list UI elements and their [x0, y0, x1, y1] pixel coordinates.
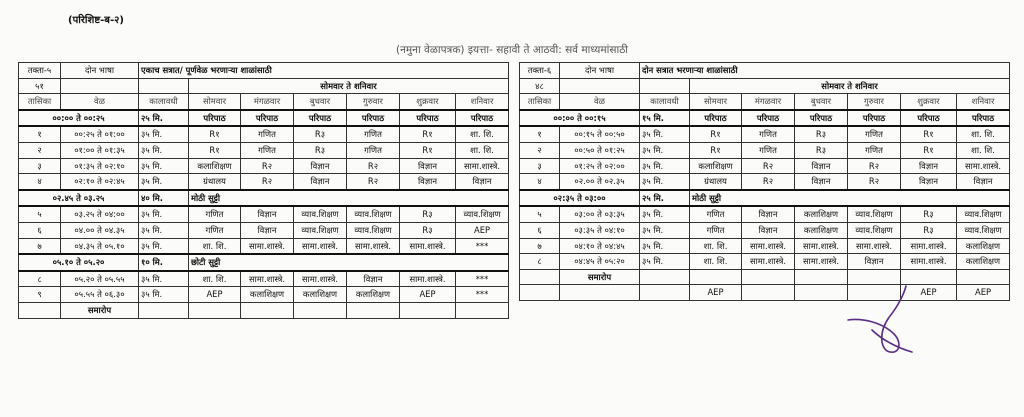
subject-cell: परिपाठ: [848, 110, 901, 127]
subject-cell: कलाशिक्षण: [347, 287, 400, 303]
subject-cell: सामा.शास्त्रे.: [901, 254, 957, 270]
recess-label: मोठी सुट्टी: [690, 190, 1010, 207]
subject-cell: विज्ञान: [241, 222, 294, 238]
time-slot: ००:१५ ते ००:५०: [560, 126, 640, 142]
subject-cell: गणित: [742, 126, 795, 142]
column-header: शनिवार: [957, 94, 1010, 110]
subject-cell: विज्ञान: [901, 174, 957, 190]
blank-cell: [795, 269, 848, 285]
period-row: [19, 142, 509, 158]
subject-cell: AEP: [901, 285, 957, 301]
time-slot: ०४.३५ ते ०५.१०: [61, 238, 139, 254]
subject-cell: गणित: [848, 126, 901, 142]
duration-cell: १५ मि.: [640, 110, 690, 127]
blank-cell: [640, 285, 690, 301]
days-row: [19, 78, 509, 94]
subject-cell: R३: [400, 206, 456, 222]
closing-label: समारोप: [61, 302, 139, 318]
subject-cell: ***: [456, 287, 509, 303]
subject-cell: सामा.शास्त्रे.: [901, 238, 957, 254]
period-number: ४: [19, 174, 61, 190]
subject-cell: R३: [400, 222, 456, 238]
time-slot: ०१:३५ ते ०२:१०: [61, 158, 139, 174]
subject-cell: विज्ञान: [294, 174, 347, 190]
subject-cell: विज्ञान: [742, 206, 795, 222]
period-row: [19, 287, 509, 303]
subject-cell: व्याव.शिक्षण: [294, 206, 347, 222]
subject-cell: गणित: [347, 142, 400, 158]
column-header: वेळ: [61, 94, 139, 110]
period-row: [520, 174, 1010, 190]
blank-cell: [640, 269, 690, 285]
duration-cell: ३५ मि.: [640, 254, 690, 270]
subject-cell: विज्ञान: [400, 174, 456, 190]
duration-cell: ३५ मि.: [640, 142, 690, 158]
subject-cell: R३: [294, 142, 347, 158]
subject-cell: परिपाठ: [690, 110, 742, 127]
column-header: सोमवार: [189, 94, 241, 110]
subject-cell: कलाशिक्षण: [957, 254, 1010, 270]
period-row: [19, 206, 509, 222]
subject-cell: सामा.शास्त्रे.: [742, 254, 795, 270]
duration-cell: २५ मि.: [139, 110, 189, 127]
subject-cell: व्याव.शिक्षण: [456, 206, 509, 222]
time-slot: ०२.४५ ते ०३.२५: [19, 190, 139, 207]
subject-cell: गणित: [848, 142, 901, 158]
blank-cell: [61, 78, 139, 94]
column-header: वेळ: [560, 94, 640, 110]
column-header: शनिवार: [456, 94, 509, 110]
subject-cell: परिपाठ: [294, 110, 347, 127]
column-header-row: [19, 94, 509, 110]
subject-cell: सामा.शास्त्रे.: [795, 238, 848, 254]
subject-cell: गणित: [189, 206, 241, 222]
subject-cell: परिपाठ: [400, 110, 456, 127]
period-row: [19, 271, 509, 287]
time-slot: ०५.५५ ते ०६.३०: [61, 287, 139, 303]
subject-cell: विज्ञान: [456, 174, 509, 190]
subject-cell: व्याव.शिक्षण: [294, 222, 347, 238]
subject-cell: R१: [400, 126, 456, 142]
subject-cell: R२: [742, 158, 795, 174]
subject-cell: सामा.शास्त्रे.: [400, 271, 456, 287]
subject-cell: परिपाठ: [456, 110, 509, 127]
timetable-right: [519, 62, 1010, 301]
column-header: तासिका: [520, 94, 560, 110]
subject-cell: शा. शि.: [456, 142, 509, 158]
days-label: सोमवार ते शनिवार: [690, 78, 1010, 94]
recess-row: [19, 190, 509, 207]
subject-cell: कलाशिक्षण: [189, 158, 241, 174]
recess-label: मोठी सुट्टी: [189, 190, 509, 207]
period-number: ३: [520, 158, 560, 174]
column-header: गुरुवार: [848, 94, 901, 110]
period-row: [19, 174, 509, 190]
subject-cell: शा. शि.: [456, 126, 509, 142]
subject-cell: R१: [901, 126, 957, 142]
subject-cell: सामा.शास्त्रे.: [957, 158, 1010, 174]
period-number: ८: [520, 254, 560, 270]
duration-cell: ३५ मि.: [139, 271, 189, 287]
period-number: ६: [19, 222, 61, 238]
duration-cell: ३५ मि.: [640, 238, 690, 254]
subject-cell: R२: [742, 174, 795, 190]
subject-cell: व्याव.शिक्षण: [957, 222, 1010, 238]
time-slot: ०४:१० ते ०४:४५: [560, 238, 640, 254]
duration-cell: ३५ मि.: [640, 206, 690, 222]
subject-cell: परिपाठ: [241, 110, 294, 127]
subject-cell: सामा.शास्त्रे.: [795, 254, 848, 270]
period-number: १: [520, 126, 560, 142]
blank-cell: [294, 302, 347, 318]
subject-cell: परिपाठ: [189, 110, 241, 127]
column-header: कालावधी: [640, 94, 690, 110]
subject-cell: ग्रंथालय: [690, 174, 742, 190]
period-row: [19, 238, 509, 254]
duration-cell: ३५ मि.: [139, 287, 189, 303]
time-slot: ००:०० ते ००:२५: [19, 110, 139, 127]
subject-cell: R३: [901, 222, 957, 238]
column-header: सोमवार: [690, 94, 742, 110]
column-header: बुधवार: [795, 94, 848, 110]
subject-cell: विज्ञान: [742, 222, 795, 238]
subject-cell: R१: [189, 126, 241, 142]
subject-cell: सामा.शास्त्रे.: [347, 238, 400, 254]
subject-cell: कलाशिक्षण: [690, 158, 742, 174]
subject-cell: ग्रंथालय: [189, 174, 241, 190]
time-slot: ०४.०० ते ०४.३५: [61, 222, 139, 238]
duration-cell: ३५ मि.: [139, 174, 189, 190]
duration-cell: ३५ मि.: [139, 222, 189, 238]
period-number: २: [19, 142, 61, 158]
duration-cell: ४० मि.: [139, 190, 189, 207]
subject-cell: परिपाठ: [795, 110, 848, 127]
time-slot: ०३:०० ते ०३:३५: [560, 206, 640, 222]
subject-cell: परिपाठ: [742, 110, 795, 127]
subject-cell: R१: [690, 126, 742, 142]
blank-cell: [520, 285, 560, 301]
subject-cell: शा. शि.: [690, 238, 742, 254]
period-count: ५१: [19, 78, 61, 94]
period-number: ५: [520, 206, 560, 222]
subject-cell: R२: [848, 174, 901, 190]
subject-cell: व्याव.शिक्षण: [957, 206, 1010, 222]
subject-cell: व्याव.शिक्षण: [848, 206, 901, 222]
subject-cell: शा. शि.: [189, 238, 241, 254]
subject-cell: ***: [456, 238, 509, 254]
subject-cell: परिपाठ: [957, 110, 1010, 127]
subject-cell: R३: [901, 206, 957, 222]
assembly-row: [19, 110, 509, 127]
subject-cell: R२: [241, 174, 294, 190]
duration-cell: ३५ मि.: [139, 126, 189, 142]
aep-row: [520, 285, 1010, 301]
subject-cell: गणित: [742, 142, 795, 158]
blank-cell: [690, 269, 742, 285]
subject-cell: R१: [690, 142, 742, 158]
period-row: [520, 206, 1010, 222]
recess-label: छोटी सुट्टी: [189, 254, 509, 271]
column-header: मंगळवार: [742, 94, 795, 110]
subject-cell: R२: [848, 158, 901, 174]
subject-cell: ***: [456, 271, 509, 287]
subject-cell: सामा.शास्त्रे.: [241, 271, 294, 287]
subject-cell: विज्ञान: [795, 158, 848, 174]
subject-cell: परिपाठ: [901, 110, 957, 127]
signature: [842, 282, 922, 362]
subject-cell: R१: [189, 142, 241, 158]
blank-cell: [19, 302, 61, 318]
subject-cell: परिपाठ: [347, 110, 400, 127]
time-slot: ०३:३५ ते ०४:१०: [560, 222, 640, 238]
subject-cell: गणित: [690, 206, 742, 222]
period-number: ८: [19, 271, 61, 287]
blank-cell: [241, 302, 294, 318]
subject-cell: गणित: [241, 126, 294, 142]
blank-cell: [640, 78, 690, 94]
duration-cell: ३५ मि.: [139, 238, 189, 254]
subject-cell: R३: [795, 142, 848, 158]
column-header: शुक्रवार: [400, 94, 456, 110]
subject-cell: विज्ञान: [901, 158, 957, 174]
subject-cell: AEP: [189, 287, 241, 303]
period-number: ६: [520, 222, 560, 238]
subject-cell: R१: [901, 142, 957, 158]
subject-cell: गणित: [241, 142, 294, 158]
subject-cell: व्याव.शिक्षण: [347, 222, 400, 238]
subject-cell: विज्ञान: [400, 158, 456, 174]
days-row: [520, 78, 1010, 94]
time-slot: ०३.२५ ते ०४:००: [61, 206, 139, 222]
subject-cell: सामा.शास्त्रे.: [400, 238, 456, 254]
subject-cell: AEP: [400, 287, 456, 303]
period-number: ५: [19, 206, 61, 222]
blank-cell: [560, 285, 640, 301]
subject-cell: कलाशिक्षण: [795, 222, 848, 238]
subject-cell: R१: [400, 142, 456, 158]
days-label: सोमवार ते शनिवार: [189, 78, 509, 94]
closing-row: [19, 302, 509, 318]
table-number: तक्ता-५: [19, 63, 61, 79]
period-row: [520, 126, 1010, 142]
subject-cell: कलाशिक्षण: [294, 287, 347, 303]
subject-cell: विज्ञान: [347, 271, 400, 287]
duration-cell: ३५ मि.: [139, 142, 189, 158]
header-row: [520, 63, 1010, 79]
period-count: ४८: [520, 78, 560, 94]
column-header: मंगळवार: [241, 94, 294, 110]
page-heading: (नमुना वेळापत्रक) इयत्ता- सहावी ते आठवी: सर्व माध्यमांसाठी: [395, 44, 629, 56]
period-number: ९: [19, 287, 61, 303]
subject-cell: [742, 285, 795, 301]
subject-cell: विज्ञान: [241, 206, 294, 222]
subject-cell: AEP: [456, 222, 509, 238]
subject-cell: सामा.शास्त्रे.: [294, 238, 347, 254]
subject-cell: [795, 285, 848, 301]
blank-cell: [139, 78, 189, 94]
recess-row: [520, 190, 1010, 207]
blank-cell: [139, 302, 189, 318]
period-number: ३: [19, 158, 61, 174]
time-slot: ०२:३५ ते ०३:००: [520, 190, 640, 207]
table-title: दोन सत्रात भरणाऱ्या शाळांसाठी: [640, 63, 1010, 79]
period-number: २: [520, 142, 560, 158]
period-number: ४: [520, 174, 560, 190]
duration-cell: ३५ मि.: [139, 206, 189, 222]
time-slot: ०२.०० ते ०२.३५: [560, 174, 640, 190]
period-row: [520, 254, 1010, 270]
duration-cell: ३५ मि.: [640, 222, 690, 238]
subject-cell: विज्ञान: [795, 174, 848, 190]
blank-cell: [560, 78, 640, 94]
subject-cell: शा. शि.: [957, 142, 1010, 158]
column-header: शुक्रवार: [901, 94, 957, 110]
blank-cell: [742, 269, 795, 285]
subject-cell: शा. शि.: [957, 126, 1010, 142]
subject-cell: शा. शि.: [690, 254, 742, 270]
assembly-row: [520, 110, 1010, 127]
period-row: [520, 222, 1010, 238]
subject-cell: R३: [294, 126, 347, 142]
blank-cell: [189, 302, 241, 318]
subject-cell: AEP: [690, 285, 742, 301]
period-row: [19, 158, 509, 174]
subject-cell: व्याव.शिक्षण: [347, 206, 400, 222]
subject-cell: विज्ञान: [957, 174, 1010, 190]
period-number: ७: [19, 238, 61, 254]
timetable-left: [18, 62, 509, 319]
subject-cell: R२: [347, 158, 400, 174]
subject-cell: विज्ञान: [294, 158, 347, 174]
column-header-row: [520, 94, 1010, 110]
time-slot: ०५.२० ते ०५.५५: [61, 271, 139, 287]
duration-cell: ३५ मि.: [640, 174, 690, 190]
blank-cell: [400, 302, 456, 318]
subject-cell: सामा.शास्त्रे.: [241, 238, 294, 254]
period-number: ७: [520, 238, 560, 254]
time-slot: ०१:०० ते ०१:३५: [61, 142, 139, 158]
subject-cell: गणित: [347, 126, 400, 142]
subject-cell: सामा.शास्त्रे.: [294, 271, 347, 287]
period-row: [19, 222, 509, 238]
blank-cell: [456, 302, 509, 318]
time-slot: ००:२५ ते ०१:००: [61, 126, 139, 142]
closing-row: [520, 269, 1010, 285]
subject-cell: R३: [795, 126, 848, 142]
time-slot: ०४:४५ ते ०५:२०: [560, 254, 640, 270]
closing-label: समारोप: [560, 269, 640, 285]
duration-cell: ३५ मि.: [139, 158, 189, 174]
subject-cell: सामा.शास्त्रे.: [456, 158, 509, 174]
subject-cell: AEP: [957, 285, 1010, 301]
medium-label: दोन भाषा: [560, 63, 640, 79]
column-header: गुरुवार: [347, 94, 400, 110]
subject-cell: कलाशिक्षण: [957, 238, 1010, 254]
header-row: [19, 63, 509, 79]
period-number: १: [19, 126, 61, 142]
duration-cell: २५ मि.: [640, 190, 690, 207]
subject-cell: व्याव.शिक्षण: [848, 222, 901, 238]
duration-cell: १० मि.: [139, 254, 189, 271]
period-row: [520, 158, 1010, 174]
duration-cell: ३५ मि.: [640, 158, 690, 174]
subject-cell: सामा.शास्त्रे.: [742, 238, 795, 254]
subject-cell: R२: [241, 158, 294, 174]
table-number: तक्ता-६: [520, 63, 560, 79]
column-header: बुधवार: [294, 94, 347, 110]
subject-cell: कलाशिक्षण: [241, 287, 294, 303]
time-slot: ०५.१० ते ०५.२०: [19, 254, 139, 271]
duration-cell: ३५ मि.: [640, 126, 690, 142]
period-row: [19, 126, 509, 142]
subject-cell: R२: [347, 174, 400, 190]
subject-cell: कलाशिक्षण: [795, 206, 848, 222]
subject-cell: शा. शि.: [189, 271, 241, 287]
column-header: कालावधी: [139, 94, 189, 110]
recess-row: [19, 254, 509, 271]
table-title: एकाच सत्रात/ पूर्णवेळ भरणाऱ्या शाळांसाठी: [139, 63, 509, 79]
medium-label: दोन भाषा: [61, 63, 139, 79]
period-row: [520, 238, 1010, 254]
time-slot: ०२:१० ते ०२:४५: [61, 174, 139, 190]
appendix-label: (परिशिष्ट-ब-२): [68, 15, 124, 26]
column-header: तासिका: [19, 94, 61, 110]
subject-cell: गणित: [189, 222, 241, 238]
blank-cell: [347, 302, 400, 318]
time-slot: ००:०० ते ००:१५: [520, 110, 640, 127]
subject-cell: सामा.शास्त्रे.: [848, 238, 901, 254]
time-slot: ०१:२५ ते ०२:००: [560, 158, 640, 174]
blank-cell: [520, 269, 560, 285]
period-row: [520, 142, 1010, 158]
subject-cell: गणित: [690, 222, 742, 238]
subject-cell: विज्ञान: [848, 254, 901, 270]
time-slot: ००:५० ते ०१:२५: [560, 142, 640, 158]
blank-cell: [957, 269, 1010, 285]
